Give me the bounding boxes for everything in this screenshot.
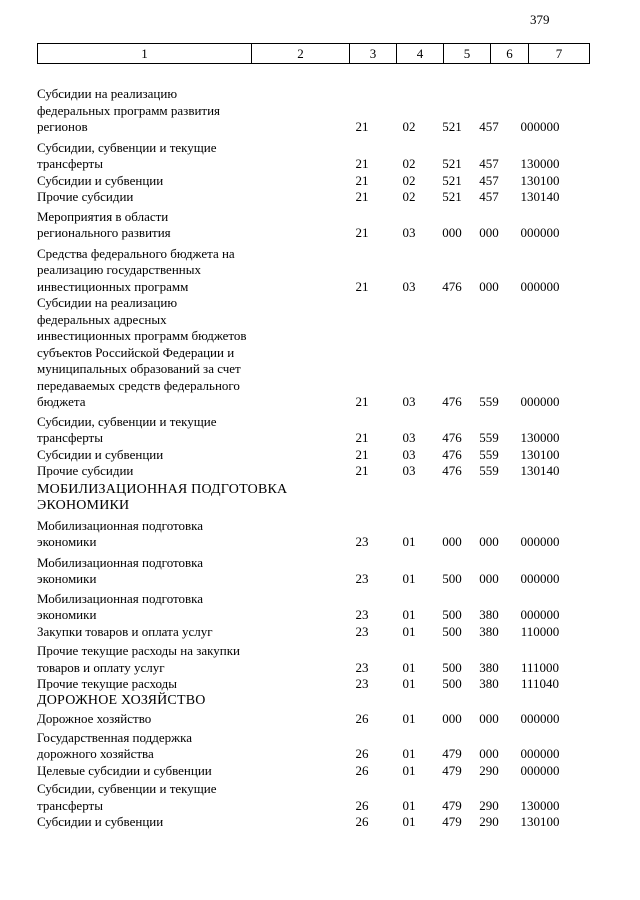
row-code-c3: 21 [355,189,369,204]
row-code-c7: 000000 [520,534,560,549]
row-code-c6: 000 [479,225,499,240]
row-code-c3: 26 [355,746,369,761]
row-code-c3: 26 [355,814,369,829]
row-name: Субсидии на реализацию федеральных программ развития регионов [37,86,221,134]
row-code-c6: 457 [479,172,499,188]
row-code-c3: 21 [355,446,369,462]
row-code-c7: 000000 [520,762,560,778]
column-header-6: 6 [491,44,529,64]
table-row [37,591,597,624]
row-code-c4: 01 [402,814,416,829]
row-name: Субсидии, субвенции и текущие трансферты [37,781,217,813]
row-name: Субсидии и субвенции [37,814,164,829]
row-code-c3: 21 [355,172,369,188]
row-name: Прочие субсидии [37,463,134,478]
row-code-c7: 000000 [520,278,560,294]
table-row [37,414,597,447]
row-code-c4: 03 [402,394,416,409]
section-title: МОБИЛИЗАЦИОННАЯ ПОДГОТОВКА ЭКОНОМИКИ [37,481,288,513]
row-code-c4: 01 [402,534,416,549]
row-code-c4: 01 [402,571,416,586]
column-header-4: 4 [397,44,444,64]
page-number: 379 [530,12,550,27]
row-code-c5: 476 [442,463,462,478]
row-code-c4: 01 [402,623,416,639]
row-code-c6: 380 [479,676,499,691]
row-code-c7: 000000 [520,746,560,761]
column-header-7: 7 [529,44,590,64]
row-code-c6: 290 [479,762,499,778]
row-code-c7: 111000 [520,659,560,675]
table-row [37,295,597,411]
row-code-c6: 290 [479,814,499,829]
row-code-c6: 457 [479,156,499,171]
row-name: Субсидии и субвенции [37,446,164,462]
row-code-c5: 500 [442,659,462,675]
row-code-c7: 000000 [520,711,560,726]
row-code-c7: 130140 [520,463,560,478]
row-code-c5: 521 [442,119,462,134]
row-code-c3: 21 [355,430,369,445]
row-name: Мобилизационная подготовка экономики [37,517,204,549]
row-name: Субсидии, субвенции и текущие трансферты [37,413,217,445]
row-code-c7: 000000 [520,225,560,240]
row-code-c4: 02 [402,119,416,134]
row-code-c4: 02 [402,156,416,171]
row-code-c3: 21 [355,278,369,294]
row-code-c7: 130100 [520,172,560,188]
row-code-c6: 457 [479,189,499,204]
row-code-c5: 476 [442,430,462,445]
row-code-c6: 380 [479,607,499,622]
row-code-c6: 000 [479,534,499,549]
row-code-c4: 01 [402,659,416,675]
row-name: Закупки товаров и оплата услуг [37,623,213,639]
row-code-c7: 130000 [520,797,560,813]
section-heading [37,693,597,710]
row-name: Мобилизационная подготовка экономики [37,554,204,586]
row-code-c5: 000 [442,225,462,240]
row-code-c7: 130000 [520,156,560,171]
table-row [37,643,597,676]
row-code-c5: 479 [442,797,462,813]
row-name: Мероприятия в области регионального развития [37,208,171,240]
row-code-c5: 000 [442,534,462,549]
row-code-c5: 500 [442,607,462,622]
row-code-c5: 476 [442,278,462,294]
row-name: Государственная поддержка дорожного хозяйства [37,729,193,761]
row-code-c3: 26 [355,711,369,726]
row-code-c3: 21 [355,119,369,134]
row-code-c6: 559 [479,446,499,462]
row-code-c6: 559 [479,394,499,409]
row-code-c6: 000 [479,711,499,726]
row-code-c5: 500 [442,676,462,691]
table-row [37,676,597,693]
column-header-3: 3 [350,44,397,64]
row-name: Прочие текущие расходы [37,676,177,691]
row-code-c7: 130000 [520,430,560,445]
row-code-c4: 01 [402,676,416,691]
row-name: Мобилизационная подготовка экономики [37,590,204,622]
row-name: Субсидии и субвенции [37,172,164,188]
table-row [37,86,597,136]
table-row [37,246,597,296]
row-code-c3: 23 [355,571,369,586]
row-code-c6: 000 [479,278,499,294]
row-code-c6: 457 [479,119,499,134]
table-row [37,814,597,831]
table-row [37,140,597,173]
budget-rows [37,86,597,831]
row-code-c6: 559 [479,430,499,445]
row-code-c4: 03 [402,430,416,445]
section-title: ДОРОЖНОЕ ХОЗЯЙСТВО [37,692,206,708]
row-code-c3: 21 [355,156,369,171]
row-code-c5: 479 [442,746,462,761]
row-code-c5: 476 [442,446,462,462]
row-name: Целевые субсидии и субвенции [37,762,212,778]
table-row [37,173,597,190]
row-code-c4: 01 [402,762,416,778]
section-heading [37,482,597,515]
row-code-c3: 23 [355,534,369,549]
row-code-c5: 476 [442,394,462,409]
row-code-c4: 02 [402,172,416,188]
row-code-c5: 521 [442,172,462,188]
row-code-c7: 130100 [520,446,560,462]
row-name: Средства федерального бюджета на реализацию государственных инвестиционных программ [37,245,235,294]
table-row [37,781,597,814]
row-code-c6: 000 [479,571,499,586]
row-code-c3: 21 [355,225,369,240]
table-row [37,624,597,641]
row-code-c7: 130100 [520,814,560,829]
row-code-c3: 21 [355,394,369,409]
table-row [37,463,597,480]
row-code-c7: 000000 [520,571,560,586]
table-row [37,730,597,763]
table-row [37,711,597,728]
row-code-c7: 000000 [520,119,560,134]
row-code-c6: 380 [479,659,499,675]
row-code-c5: 500 [442,571,462,586]
row-code-c4: 03 [402,225,416,240]
column-header-5: 5 [444,44,491,64]
row-code-c3: 26 [355,797,369,813]
row-code-c7: 130140 [520,189,560,204]
row-code-c6: 559 [479,463,499,478]
table-row [37,209,597,242]
row-code-c3: 23 [355,659,369,675]
row-code-c7: 000000 [520,394,560,409]
column-header-table [37,43,590,64]
table-row [37,763,597,780]
row-code-c4: 01 [402,797,416,813]
table-row [37,189,597,206]
row-code-c4: 01 [402,746,416,761]
row-code-c4: 01 [402,607,416,622]
table-row [37,518,597,551]
row-name: Дорожное хозяйство [37,711,152,726]
row-code-c3: 23 [355,607,369,622]
row-name: Прочие субсидии [37,189,134,204]
row-code-c6: 290 [479,797,499,813]
column-header-2: 2 [252,44,350,64]
row-code-c5: 521 [442,156,462,171]
row-code-c3: 21 [355,463,369,478]
row-code-c5: 000 [442,711,462,726]
row-name: Субсидии, субвенции и текущие трансферты [37,139,217,171]
row-code-c3: 26 [355,762,369,778]
row-code-c4: 01 [402,711,416,726]
row-name: Прочие текущие расходы на закупки товаров и оплату услуг [37,643,240,675]
row-code-c3: 23 [355,623,369,639]
row-code-c5: 500 [442,623,462,639]
row-code-c4: 02 [402,189,416,204]
row-code-c5: 479 [442,814,462,829]
row-code-c7: 111040 [520,676,560,691]
row-code-c5: 479 [442,762,462,778]
row-name: Субсидии на реализацию федеральных адресных инвестиционных программ бюджетов субъектов Российской Федерации и муниципальных образований за счет передаваемых средств федерального бюджета [37,295,247,409]
row-code-c6: 380 [479,623,499,639]
row-code-c7: 000000 [520,607,560,622]
row-code-c5: 521 [442,189,462,204]
table-row [37,555,597,588]
row-code-c4: 03 [402,278,416,294]
table-row [37,447,597,464]
column-header-1: 1 [38,44,252,64]
row-code-c4: 03 [402,446,416,462]
row-code-c3: 23 [355,676,369,691]
row-code-c4: 03 [402,463,416,478]
row-code-c6: 000 [479,746,499,761]
row-code-c7: 110000 [520,623,560,639]
